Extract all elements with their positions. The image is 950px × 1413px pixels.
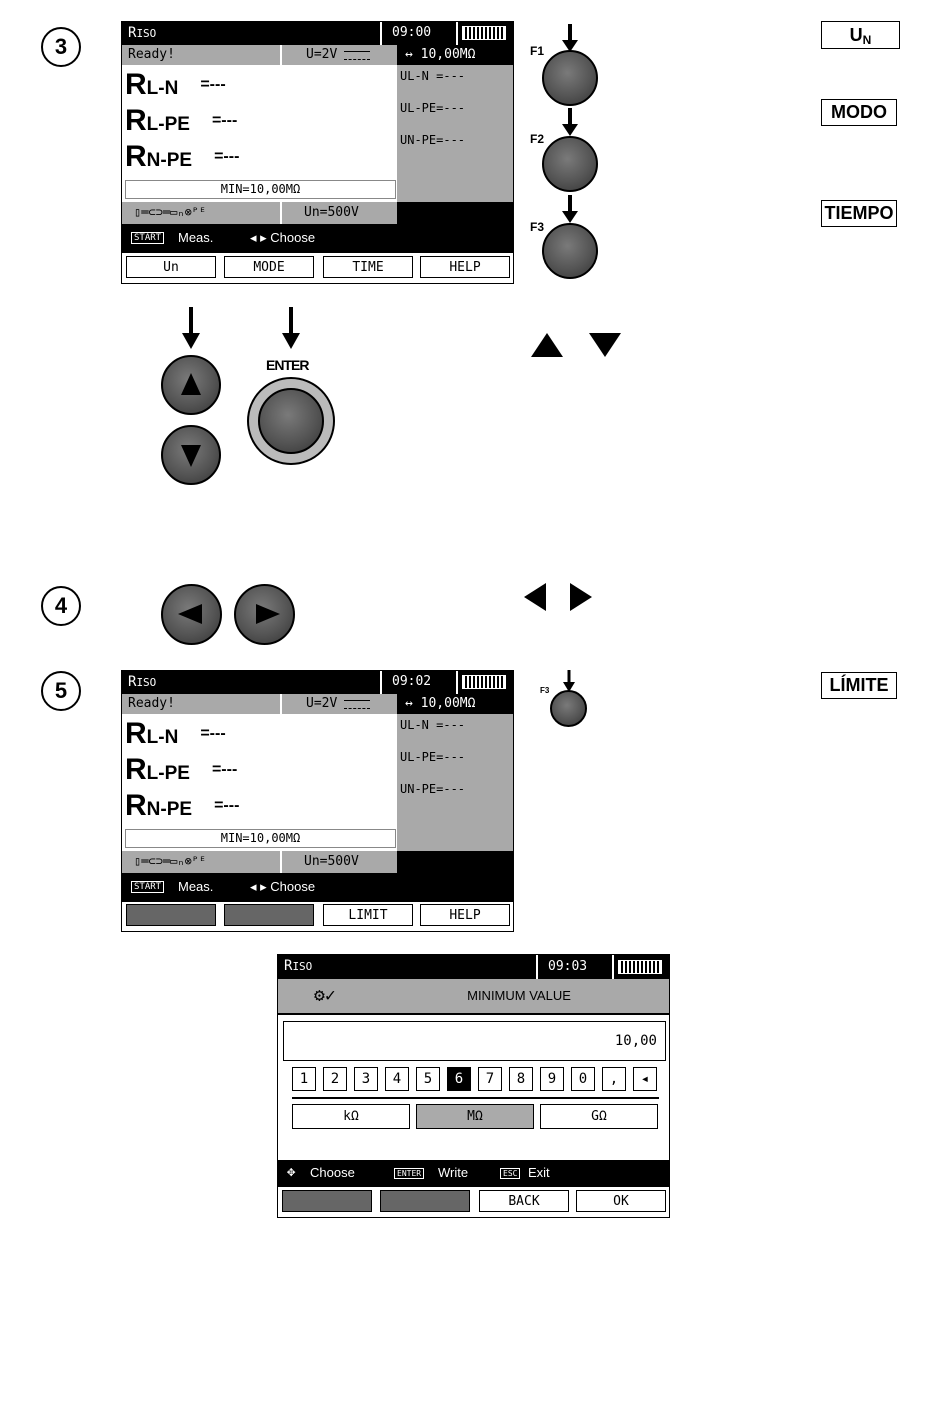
down-arrow-icon bbox=[182, 307, 200, 349]
hint-bar bbox=[397, 202, 514, 224]
f3-small-button[interactable] bbox=[550, 690, 587, 727]
clock: 09:02 bbox=[392, 674, 432, 689]
keypad-key[interactable]: 2 bbox=[323, 1067, 347, 1091]
softkey-1[interactable] bbox=[282, 1190, 372, 1212]
battery-icon bbox=[462, 675, 506, 689]
step-3-marker: 3 bbox=[41, 27, 81, 67]
r-lpe-row: RL-PE =--- bbox=[125, 753, 238, 786]
probe-bar: ▯═⊂⊃═▭ₙ⊗ᴾᴱ Un=500V bbox=[122, 202, 397, 224]
softkey-help[interactable]: HELP bbox=[420, 256, 510, 278]
title-bar: RISO 09:03 bbox=[278, 955, 670, 979]
r-lpe-row: RL-PE =--- bbox=[125, 104, 238, 137]
softkey-mode[interactable]: MODE bbox=[224, 256, 314, 278]
value-field[interactable]: 10,00 bbox=[283, 1021, 666, 1061]
left-triangle-icon-2 bbox=[524, 583, 546, 611]
keypad-key[interactable]: 1 bbox=[292, 1067, 316, 1091]
f3-arrow-icon bbox=[562, 195, 578, 223]
r-npe-row: RN-PE =--- bbox=[125, 789, 240, 822]
down-triangle-icon-2 bbox=[589, 333, 621, 357]
limit-bar: ↔ 10,00MΩ bbox=[397, 694, 514, 714]
unit-kohm[interactable]: kΩ bbox=[292, 1104, 410, 1129]
r-ln-row: RL-N =--- bbox=[125, 717, 226, 750]
up-triangle-icon-2 bbox=[531, 333, 563, 357]
up-triangle-icon bbox=[181, 373, 201, 395]
unit-mohm[interactable]: MΩ bbox=[416, 1104, 534, 1129]
settings-icon: ⚙✓ bbox=[314, 985, 336, 1006]
softkey-help[interactable]: HELP bbox=[420, 904, 510, 926]
label-limite: LÍMITE bbox=[821, 672, 897, 699]
status-bar: Ready! U=2V bbox=[122, 45, 397, 65]
f3-small-arrow-icon bbox=[563, 670, 575, 692]
step-4-marker: 4 bbox=[41, 586, 81, 626]
probe-bar: ▯═⊂⊃═▭ₙ⊗ᴾᴱ Un=500V bbox=[122, 851, 397, 873]
softkey-2[interactable] bbox=[380, 1190, 470, 1212]
f2-button[interactable] bbox=[542, 136, 598, 192]
probe-icon: ▯═⊂⊃═▭ₙ⊗ᴾᴱ bbox=[134, 205, 207, 219]
softkey-back[interactable]: BACK bbox=[479, 1190, 569, 1212]
softkey-ok[interactable]: OK bbox=[576, 1190, 666, 1212]
probe-icon: ▯═⊂⊃═▭ₙ⊗ᴾᴱ bbox=[134, 854, 207, 868]
left-triangle-icon bbox=[178, 604, 202, 624]
keypad-key[interactable]: , bbox=[602, 1067, 626, 1091]
keypad-key[interactable]: ◂ bbox=[633, 1067, 657, 1091]
softkey-2[interactable] bbox=[224, 904, 314, 926]
meter-screen-1 bbox=[121, 21, 514, 284]
keypad-key[interactable]: 5 bbox=[416, 1067, 440, 1091]
softkey-un[interactable]: Un bbox=[126, 256, 216, 278]
label-un: U N bbox=[821, 21, 900, 49]
min-field: MIN=10,00MΩ bbox=[125, 829, 396, 848]
clock: 09:00 bbox=[392, 25, 432, 40]
battery-icon bbox=[618, 960, 662, 974]
dc-icon bbox=[344, 51, 370, 60]
label-tiempo: TIEMPO bbox=[821, 200, 897, 227]
u-panel: UL-N =--- UL-PE=--- UN-PE=--- bbox=[397, 65, 514, 202]
hint-bar-2: START Meas. ◂ ▸ Choose bbox=[122, 224, 514, 253]
f1-button[interactable] bbox=[542, 50, 598, 106]
title-bar: RISO 09:02 bbox=[122, 671, 514, 694]
battery-icon bbox=[462, 26, 506, 40]
min-field: MIN=10,00MΩ bbox=[125, 180, 396, 199]
title-bar: RISO 09:00 bbox=[122, 22, 514, 45]
status-bar: Ready! U=2V bbox=[122, 694, 397, 714]
clock: 09:03 bbox=[548, 959, 588, 974]
right-triangle-icon bbox=[256, 604, 280, 624]
step-5-marker: 5 bbox=[41, 671, 81, 711]
softkey-time[interactable]: TIME bbox=[323, 256, 413, 278]
label-modo: MODO bbox=[821, 99, 897, 126]
header-bar: ⚙✓ MINIMUM VALUE bbox=[278, 979, 670, 1015]
keypad-key[interactable]: 8 bbox=[509, 1067, 533, 1091]
r-ln-row: RL-N =--- bbox=[125, 68, 226, 101]
hint-bar: ✥ Choose ENTER Write ESC Exit bbox=[278, 1160, 670, 1187]
keypad-key[interactable]: 3 bbox=[354, 1067, 378, 1091]
hint-bar-2: START Meas. ◂ ▸ Choose bbox=[122, 873, 514, 902]
f3-button[interactable] bbox=[542, 223, 598, 279]
unit-gohm[interactable]: GΩ bbox=[540, 1104, 658, 1129]
f2-arrow-icon bbox=[562, 108, 578, 136]
r-npe-row: RN-PE =--- bbox=[125, 140, 240, 173]
keypad-key[interactable]: 9 bbox=[540, 1067, 564, 1091]
dpad-icon: ✥ bbox=[287, 1164, 296, 1180]
meter-screen-2 bbox=[121, 670, 514, 932]
keypad-key[interactable]: 0 bbox=[571, 1067, 595, 1091]
down-triangle-icon bbox=[181, 445, 201, 467]
right-triangle-icon-2 bbox=[570, 583, 592, 611]
dc-icon bbox=[344, 700, 370, 709]
softkey-1[interactable] bbox=[126, 904, 216, 926]
limit-bar: ↔ 10,00MΩ bbox=[397, 45, 514, 65]
down-arrow-icon-2 bbox=[282, 307, 300, 349]
enter-button[interactable] bbox=[258, 388, 324, 454]
u-panel: UL-N =--- UL-PE=--- UN-PE=--- bbox=[397, 714, 514, 851]
keypad-key[interactable]: 6 bbox=[447, 1067, 471, 1091]
meter-screen-3 bbox=[277, 954, 670, 1218]
keypad-key[interactable]: 7 bbox=[478, 1067, 502, 1091]
keypad-key[interactable]: 4 bbox=[385, 1067, 409, 1091]
hint-bar bbox=[397, 851, 514, 873]
softkey-limit[interactable]: LIMIT bbox=[323, 904, 413, 926]
f1-arrow-icon bbox=[562, 24, 578, 52]
